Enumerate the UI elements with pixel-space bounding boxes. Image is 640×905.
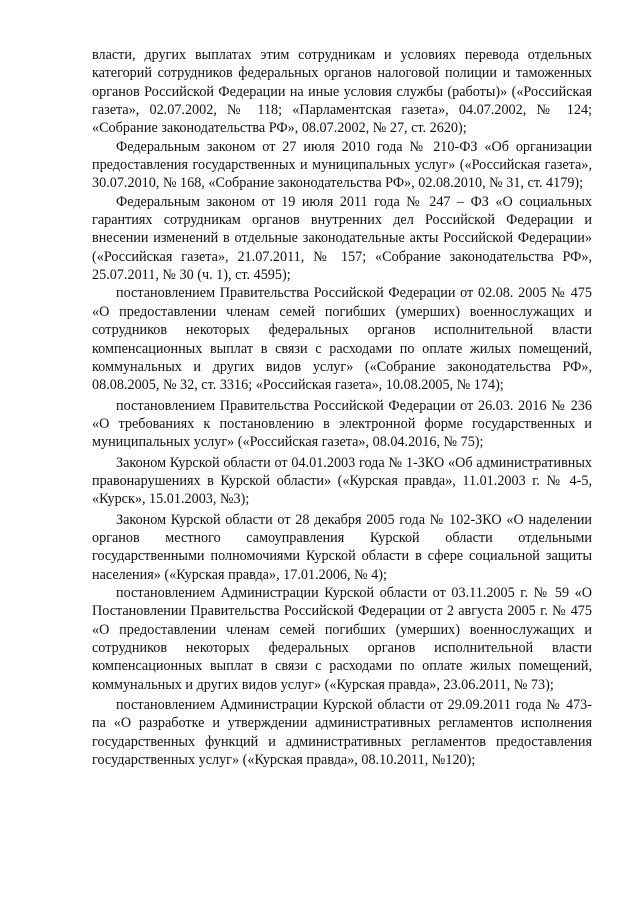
paragraph-federal-law-210: Федеральным законом от 27 июля 2010 года № 210-ФЗ «Об организации предоставления государственных и муниципальных услуг» («Российская газета», 30.07.2010, № 168, «Собрание законодательства РФ», 02.08.2010, № 31, ст. 4179);	[92, 138, 592, 192]
paragraph-kursk-law-102-zko: Законом Курской области от 28 декабря 2005 года № 102-ЗКО «О наделении органов местного самоуправления Курской области отдельными государственными полномочиями Курской области в сфере социальной защиты населения» («Курская правда», 17.01.2006, № 4);	[92, 511, 592, 583]
paragraph-continuation: власти, других выплатах этим сотрудникам и условиях перевода отдельных категорий сотрудников федеральных органов налоговой полиции и таможенных органов Российской Федерации на иные условия службы (работы)» («Российская газета», 02.07.2002, № 118; «Парламентская газета», 04.07.2002, № 124; «Собрание законодательства РФ», 08.07.2002, № 27, ст. 2620);	[92, 47, 592, 137]
paragraph-kursk-law-1-zko: Законом Курской области от 04.01.2003 года № 1-ЗКО «Об административных правонарушениях в Курской области» («Курская правда», 11.01.2003 г. № 4-5, «Курск», 15.01.2003, №3);	[92, 454, 592, 508]
paragraph-kursk-resolution-473-pa: постановлением Администрации Курской области от 29.09.2011 года № 473-па «О разработке и утверждении административных регламентов исполнения государственных функций и административных регламентов предоставления государственных услуг» («Курская правда», 08.10.2011, №120);	[92, 697, 592, 769]
paragraph-kursk-resolution-59: постановлением Администрации Курской области от 03.11.2005 г. № 59 «О Постановлении Правительства Российской Федерации от 2 августа 2005 г. № 475 «О предоставлении членам семей погибших (умерших) военнослужащих и сотрудников некоторых федеральных органов исполнительной власти компенсационных выплат в связи с расходами по оплате жилых помещений, коммунальных и других видов услуг» («Курская правда», 23.06.2011, № 73);	[92, 584, 592, 693]
paragraph-government-resolution-475: постановлением Правительства Российской Федерации от 02.08. 2005 № 475 «О предоставлении членам семей погибших (умерших) военнослужащих и сотрудников некоторых федеральных органов исполнительной власти компенсационных выплат в связи с расходами по оплате жилых помещений, коммунальных и других видов услуг» («Собрание законодательства РФ», 08.08.2005, № 32, ст. 3316; «Российская газета», 10.08.2005, № 174);	[92, 285, 592, 394]
paragraph-government-resolution-236: постановлением Правительства Российской Федерации от 26.03. 2016 № 236 «О требованиях к постановлению в электронной форме государственных и муниципальных услуг» («Российская газета», 08.04.2016, № 75);	[92, 397, 592, 451]
paragraph-federal-law-247: Федеральным законом от 19 июля 2011 года № 247 – ФЗ «О социальных гарантиях сотрудникам органов внутренних дел Российской Федерации и внесении изменений в отдельные законодательные акты Российской Федерации» («Российская газета», 21.07.2011, № 157; «Собрание законодательства РФ», 25.07.2011, № 30 (ч. 1), ст. 4595);	[92, 193, 592, 284]
